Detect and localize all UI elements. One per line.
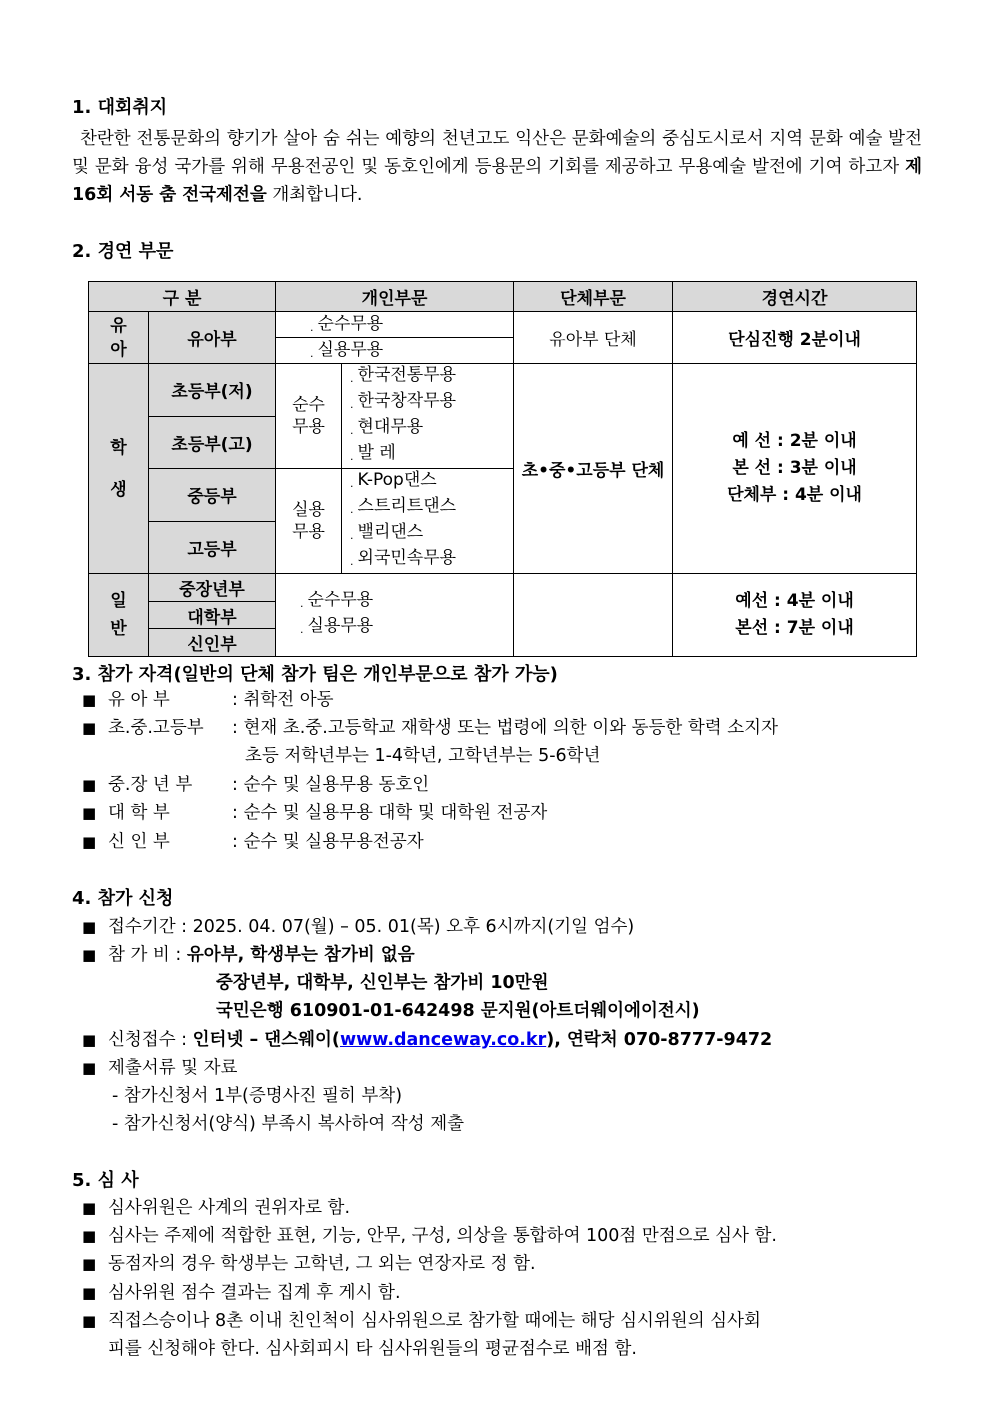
section3-title: 3. 참가 자격(일반의 단체 참가 팀은 개인부문으로 참가 가능)	[72, 664, 558, 685]
application-channel: ■ 신청접수 : 인터넷 – 댄스웨이(www.danceway.co.kr), 연락처 070-8777-9472	[82, 1030, 773, 1050]
fee-line-2: 중장년부, 대학부, 신인부는 참가비 10만원	[216, 973, 549, 993]
header-individual: 개인부문	[276, 282, 514, 312]
judging-item-5: ■ 직접스승이나 8촌 이내 친인척이 심사위원으로 참가할 때에는 해당 심시위원의 심사회	[82, 1311, 761, 1331]
category-youa: 유아	[89, 312, 149, 364]
section1-body: 찬란한 전통문화의 향기가 살아 숨 쉬는 예향의 천년고도 익산은 문화예술의 중심도시로서 지역 문화 예술 발전 및 문화 융성 국가를 위해 무용전공인 및 동호인에게 등용문의 기회를 제공하고 무용예술 발전에 기여 하고자 제16회 서동 춤 전국제전을 개최합니다.	[72, 129, 922, 205]
youa-group: 유아부 단체	[514, 312, 673, 364]
row-youa-label: 유아부	[149, 312, 276, 364]
general-times: 예선 : 4분 이내 본선 : 7분 이내	[673, 574, 917, 657]
pure-dance-label: 순수무용	[276, 364, 342, 469]
section5-title: 5. 심 사	[72, 1170, 139, 1191]
applied-dance-label: 실용무용	[276, 469, 342, 574]
row-middle: 중등부	[149, 469, 276, 522]
row-university: 대학부	[149, 602, 276, 629]
section2-title: 2. 경연 부문	[72, 241, 174, 262]
pure-dance-items: . 한국전통무용 . 한국창작무용 . 현대무용 . 발 레	[342, 364, 514, 469]
applied-dance-items: . K-Pop댄스 . 스트리트댄스 . 밸리댄스 . 외국민속무용	[342, 469, 514, 574]
row-middleaged: 중장년부	[149, 574, 276, 602]
doc-item-1: - 참가신청서 1부(증명사진 필히 부착)	[112, 1086, 403, 1106]
application-period: ■ 접수기간 : 2025. 04. 07(월) – 05. 01(목) 오후 6시까지(기일 엄수)	[82, 917, 635, 937]
row-elem-low: 초등부(저)	[149, 364, 276, 417]
youa-items: . 순수무용 . 실용무용	[276, 312, 514, 364]
row-high: 고등부	[149, 521, 276, 574]
fee-bank-account: 국민은행 610901-01-642498 문지원(아트더웨이에이전시)	[216, 1001, 700, 1021]
category-student: 학생	[89, 364, 149, 574]
judging-item-5-cont: 피를 신청해야 한다. 심사회피시 타 심사위원들의 평균점수로 배점 함.	[108, 1339, 637, 1359]
student-times: 예 선 : 2분 이내 본 선 : 3분 이내 단체부 : 4분 이내	[673, 364, 917, 574]
danceway-link[interactable]: www.danceway.co.kr	[339, 1030, 547, 1050]
doc-item-2: - 참가신청서(양식) 부족시 복사하여 작성 제출	[112, 1114, 465, 1134]
judging-item-2: ■ 심사는 주제에 적합한 표현, 기능, 안무, 구성, 의상을 통합하여 100점 만점으로 심사 함.	[82, 1226, 777, 1246]
category-general: 일반	[89, 574, 149, 657]
eligibility-row-1: ■ 유 아 부 : 취학전 아동	[82, 690, 334, 710]
eligibility-row-4: ■ 대 학 부 : 순수 및 실용무용 대학 및 대학원 전공자	[82, 803, 548, 823]
youa-time: 단심진행 2분이내	[673, 312, 917, 364]
eligibility-row-5: ■ 신 인 부 : 순수 및 실용무용전공자	[82, 832, 424, 852]
submission-docs: ■ 제출서류 및 자료	[82, 1058, 238, 1078]
section4-title: 4. 참가 신청	[72, 888, 174, 909]
eligibility-row-2: ■ 초.중.고등부 : 현재 초.중.고등학교 재학생 또는 법령에 의한 이와 동등한 학력 소지자	[82, 718, 778, 738]
general-group-empty	[514, 574, 673, 657]
eligibility-row-3: ■ 중.장 년 부 : 순수 및 실용무용 동호인	[82, 775, 430, 795]
header-time: 경연시간	[673, 282, 917, 312]
judging-item-4: ■ 심사위원 점수 결과는 집계 후 게시 함.	[82, 1283, 401, 1303]
header-category: 구 분	[89, 282, 276, 312]
judging-item-1: ■ 심사위원은 사계의 권위자로 함.	[82, 1198, 351, 1218]
section1-title: 1. 대회취지	[72, 97, 168, 118]
competition-category-table	[88, 281, 917, 657]
participation-fee: ■ 참 가 비 : 유아부, 학생부는 참가비 없음	[82, 945, 415, 965]
general-items: . 순수무용 . 실용무용	[276, 574, 514, 657]
judging-item-3: ■ 동점자의 경우 학생부는 고학년, 그 외는 연장자로 정 함.	[82, 1254, 536, 1274]
header-group: 단체부문	[514, 282, 673, 312]
row-elem-high: 초등부(고)	[149, 416, 276, 469]
eligibility-row-2-extra: 초등 저학년부는 1-4학년, 고학년부는 5-6학년	[245, 746, 601, 766]
row-newcomer: 신인부	[149, 629, 276, 657]
student-group: 초•중•고등부 단체	[514, 364, 673, 574]
